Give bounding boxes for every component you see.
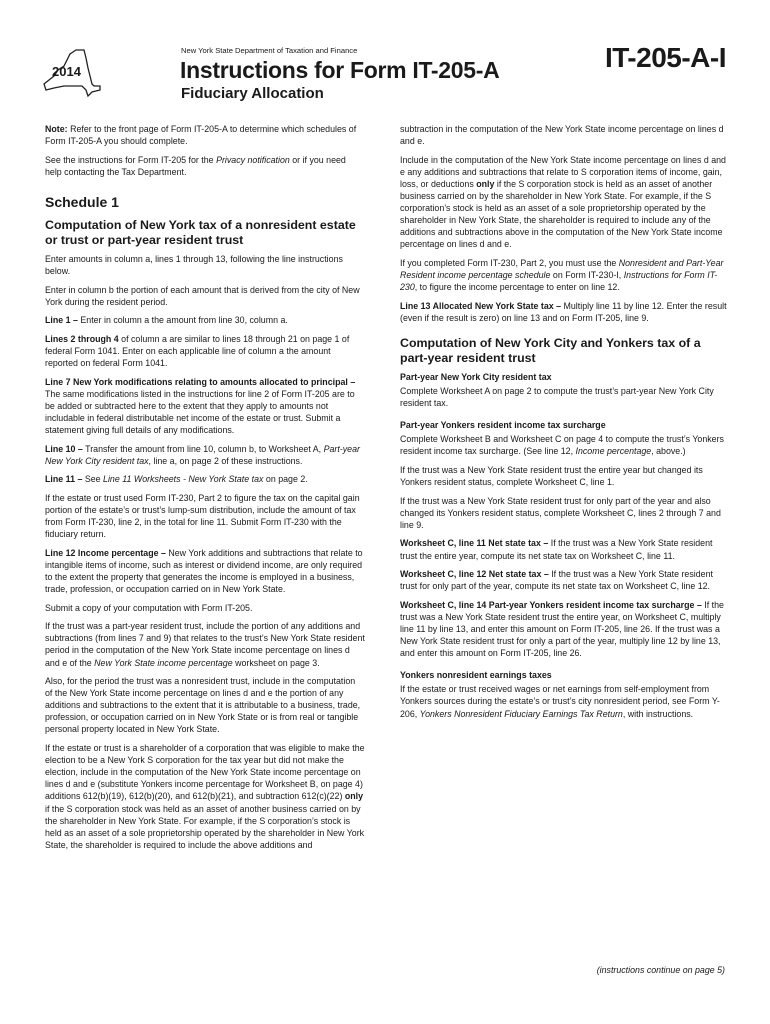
- line-1-paragraph: Line 1 – Enter in column a the amount from line 30, column a.: [45, 315, 288, 326]
- worksheet-c-line-14-paragraph: Worksheet C, line 14 Part-year Yonkers resident income tax surcharge – If the trust was a New York State resident trust the entire year, on Worksheet C, multiply line 11 by line 13, and enter this amount on Form IT-205, line 26. If the trust was a New York State resident trust for only a part of the year, multiply line 12 by line 13, and enter this amount on Form IT-205, line 26.: [400, 599, 724, 659]
- lines-2-4-paragraph: Lines 2 through 4 of column a are similar to lines 18 through 21 on page 1 of federal Form 1041. Enter on each applicable line of column a the amount reported on federal Form 1041.: [45, 333, 350, 369]
- line-13-paragraph: Line 13 Allocated New York State tax – Multiply line 11 by line 12. Enter the result (even if the result is zero) on line 13 and on Form IT-205, line 9.: [400, 300, 727, 323]
- submit-paragraph: Submit a copy of your computation with Form IT-205.: [45, 602, 253, 613]
- page-subtitle: Fiduciary Allocation: [181, 85, 324, 102]
- line-7-paragraph: Line 7 New York modifications relating to amounts allocated to principal – The same modifications listed in the instructions for line 2 of Form IT-205 are to be added or subtracted here to the extent that they apply to amounts not includable in federal distributable net income of the estate or trust. Submit a statement giving full details of any modifications.: [45, 376, 356, 435]
- part-of-year-paragraph: If the trust was a New York State resident trust for only part of the year and also changed its Yonkers resident status, complete Worksheet C, lines 2 through 7 and line 9.: [400, 495, 721, 530]
- yonkers-nonresident-paragraph: If the estate or trust received wages or net earnings from self-employment from Yonkers sources during the estate’s or trust’s city nonresident period, see Form Y-206, Yonkers Nonresident Fiduciary Earnings Tax Return, with instructions.: [400, 684, 720, 719]
- it-230-schedule-paragraph: If you completed Form IT-230, Part 2, you must use the Nonresident and Part-Year Resident income percentage schedule on Form IT-230-I, Instructions for Form IT-230, to figure the income percentage to enter on line 12.: [400, 257, 724, 293]
- line-12-paragraph: Line 12 Income percentage – New York additions and subtractions that relate to intangible items of income, such as interest or dividend income, are only required to the extent the property that generates the income is employed in a business, trade, profession, or occupation carried on in New York State.: [45, 547, 363, 595]
- worksheet-c-line-11-paragraph: Worksheet C, line 11 Net state tax – If the trust was a New York State resident trust the entire year, compute its net state tax on Worksheet C, line 11.: [400, 538, 713, 561]
- form-code: IT-205-A-I: [604, 42, 726, 73]
- city-yonkers-heading: Computation of New York City and Yonkers tax of a part-year resident trust: [400, 335, 701, 365]
- nyc-resident-tax-subheading: Part-year New York City resident tax: [400, 371, 552, 382]
- computation-heading: Computation of New York tax of a nonresident estate or trust or part-year resident trust: [45, 217, 356, 247]
- line-10-paragraph: Line 10 – Transfer the amount from line 10, column b, to Worksheet A, Part-year New York City resident tax, line a, on page 2 of these instructions.: [45, 443, 360, 466]
- privacy-paragraph: See the instructions for Form IT-205 for the Privacy notification or if you need help contacting the Tax Department.: [45, 154, 346, 177]
- continuation-note: (instructions continue on page 5): [596, 965, 725, 975]
- note-paragraph: Note: Refer to the front page of Form IT-205-A to determine which schedules of Form IT-205-A you should complete.: [45, 124, 357, 147]
- tax-year: 2014: [52, 64, 81, 79]
- continued-paragraph: subtraction in the computation of the New York State income percentage on lines d and e.: [400, 124, 724, 147]
- department-name: New York State Department of Taxation and Finance: [181, 46, 358, 55]
- right-column: [400, 123, 727, 726]
- nyc-resident-tax-paragraph: Complete Worksheet A on page 2 to compute the trust’s part-year New York City resident tax.: [400, 386, 714, 409]
- line-11-paragraph: Line 11 – See Line 11 Worksheets - New York State tax on page 2.: [45, 474, 308, 485]
- yonkers-nonresident-subheading: Yonkers nonresident earnings taxes: [400, 670, 552, 681]
- yonkers-surcharge-paragraph: Complete Worksheet B and Worksheet C on page 4 to compute the trust’s Yonkers resident income tax surcharge. (See line 12, Income percentage, above.): [400, 434, 724, 457]
- entire-year-paragraph: If the trust was a New York State resident trust the entire year but changed its Yonkers resident status, complete Worksheet C, line 1.: [400, 464, 703, 488]
- nonresident-paragraph: Also, for the period the trust was a nonresident trust, include in the computation of the New York State income percentage on lines d and e the portion of any additions and subtractions to the extent that it is attributable to a business, trade, profession, or occupation carried on in New York State or is from real or tangible personal property located in New York State.: [45, 676, 361, 735]
- include-paragraph: Include in the computation of the New York State income percentage on lines d and e any additions and subtractions that relate to S corporation items of income, gain, loss, or deductions only if the S corporation stock is held as an asset of another business carried on by the shareholder in New York State. For example, if the S corporation’s stock is held as an asset of a sole proprietorship operated by the shareholder in New York State, the shareholder is required to include any of the additions and subtractions above in the computation of the New York State income percentage on lines d and e.: [400, 154, 726, 250]
- yonkers-surcharge-subheading: Part-year Yonkers resident income tax surcharge: [400, 420, 606, 431]
- part-year-paragraph: If the trust was a part-year resident trust, include the portion of any additions and subtractions (from lines 7 and 9) that relates to the trust’s New York State resident period in the computation of the New York State income percentage on lines d and e of the New York State income percentage worksheet on page 3.: [45, 621, 365, 668]
- schedule-1-heading: Schedule 1: [45, 193, 119, 210]
- page-header: [0, 0, 770, 120]
- left-column: [45, 123, 365, 857]
- it-230-paragraph: If the estate or trust used Form IT-230, Part 2 to figure the tax on the capital gain portion of the estate’s or trust’s lump-sum distribution, include the amount of tax from Form IT-230, line 2, in the total for line 11. Submit Form IT-230 with the fiduciary return.: [45, 492, 360, 540]
- worksheet-c-line-12-paragraph: Worksheet C, line 12 Net state tax – If the trust was a New York State resident trust for only part of the year, compute its net state tax on Worksheet C, line 12.: [400, 569, 713, 592]
- enter-amounts-paragraph: Enter amounts in column a, lines 1 through 13, following the line instructions below.: [45, 253, 343, 276]
- s-corporation-paragraph: If the estate or trust is a shareholder of a corporation that was eligible to make the election to be a New York S corporation for the tax year but did not make the election, include in the computation of the New York State income percentage on lines d and e (substitute Yonkers income percentage for Worksheet B, on page 4) additions 612(b)(19), 612(b)(20), and 612(b)(21), and subtraction 612(c)(22) only if the S corporation stock was held as an asset of another business carried on by the shareholder in New York State. For example, if the S corporation’s stock is held as an asset of a sole proprietorship operated by the shareholder in New York State, the shareholder is required to include the above additions and: [45, 743, 365, 850]
- column-b-paragraph: Enter in column b the portion of each amount that is derived from the city of New York during the resident period.: [45, 284, 360, 307]
- page-title: Instructions for Form IT-205-A: [180, 57, 500, 83]
